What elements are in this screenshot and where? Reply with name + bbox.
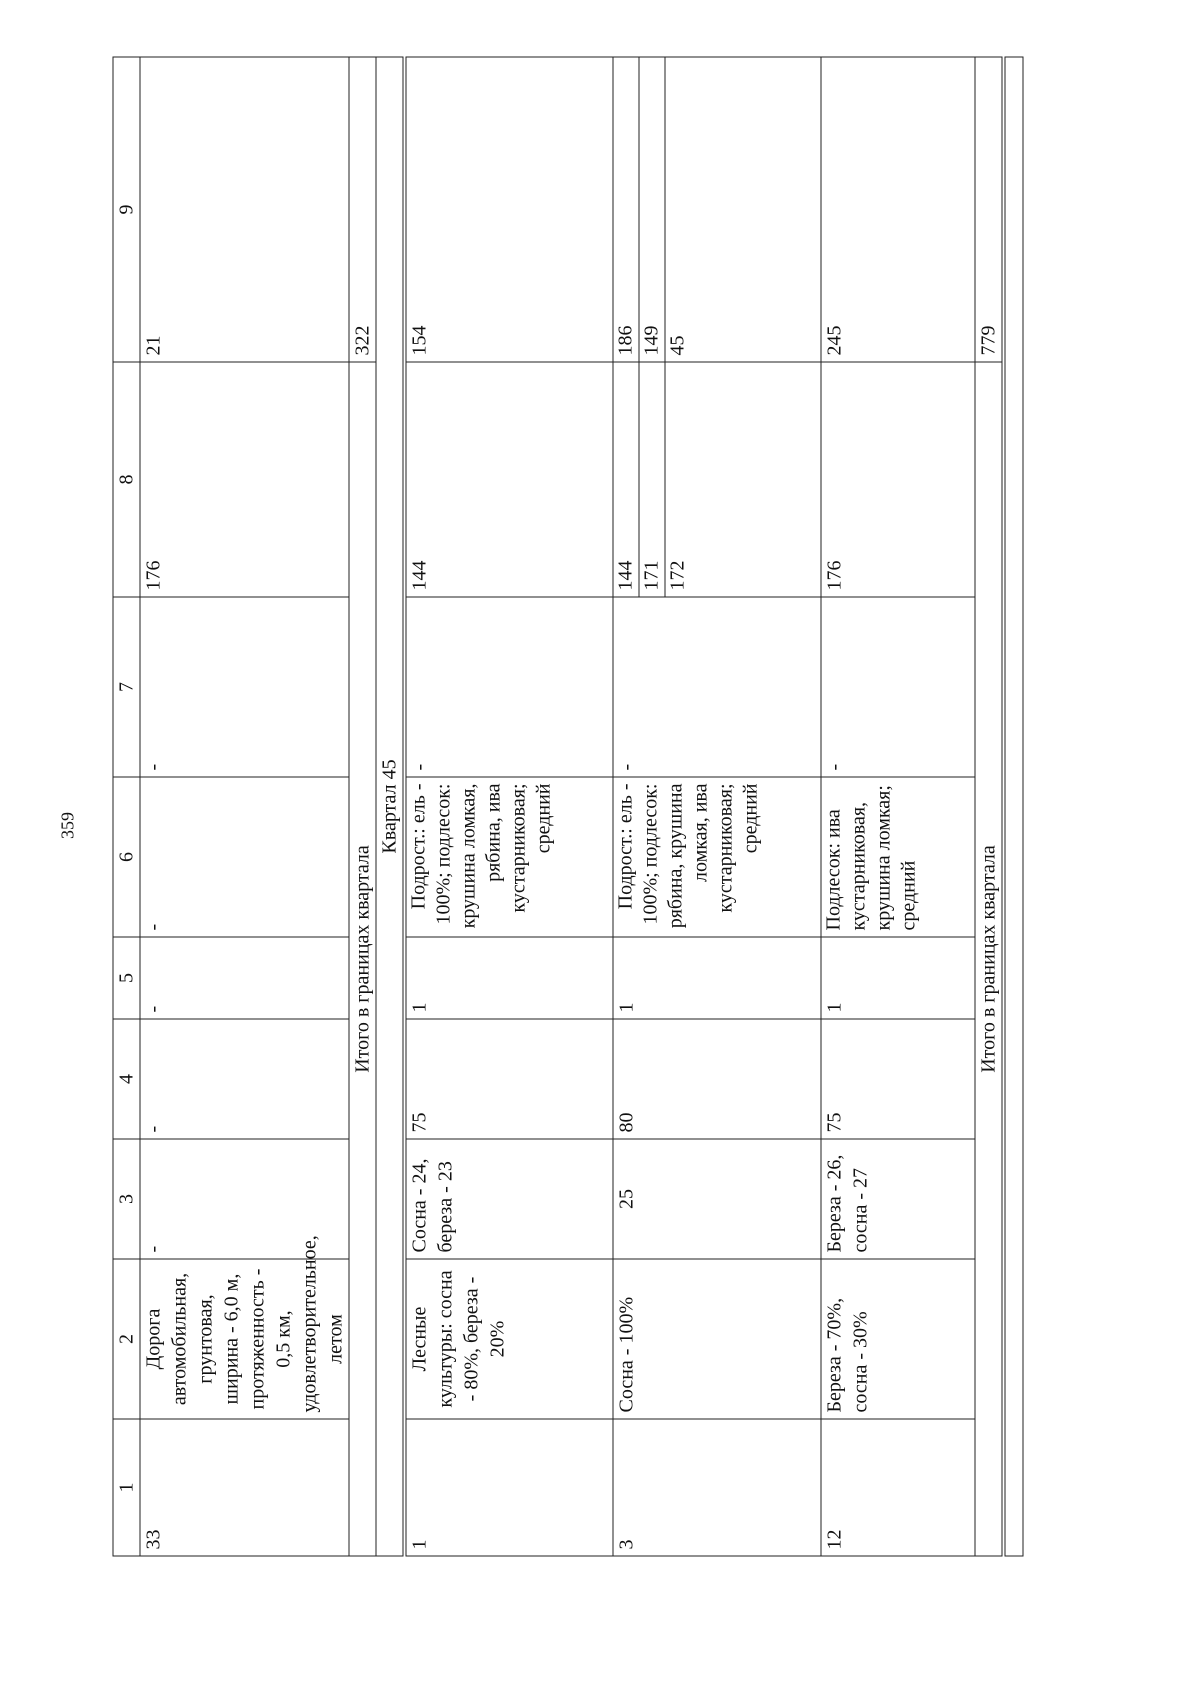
total-value: 779: [975, 57, 1004, 362]
sub-value: 144: [613, 363, 639, 597]
sub-value: 45: [666, 335, 688, 356]
description-cell: Лесные культуры: сосна - 80%, береза - 20%: [405, 1259, 613, 1419]
cell: 75: [405, 1019, 613, 1139]
cell: 144: [405, 362, 613, 597]
cell: 21: [140, 57, 349, 362]
cell: 25: [613, 1139, 821, 1259]
split-cell: [613, 57, 821, 362]
header-cell: 1: [113, 1419, 140, 1556]
cell: 176: [821, 362, 975, 597]
allotment-number: 33: [140, 1419, 349, 1556]
cell: 154: [405, 57, 613, 362]
table-row: [405, 57, 613, 1556]
header-cell: 7: [113, 597, 140, 777]
header-cell: 8: [113, 362, 140, 597]
cell: 176: [140, 362, 349, 597]
total-label: Итого в границах квартала: [349, 362, 376, 1556]
total-label: Итого в границах квартала: [975, 362, 1004, 1556]
total-row: [349, 57, 376, 1556]
cell: -: [821, 597, 975, 777]
allotment-number: 1: [405, 1419, 613, 1556]
quarter-row: [376, 57, 405, 1556]
page-number: 359: [57, 812, 78, 839]
undergrowth-cell: Подрост.: ель - 100%; подлесок: рябина, крушина ломкая, ива кустарниковая; средний: [613, 777, 821, 937]
blank-row: [1003, 57, 1023, 1556]
undergrowth-cell: Подрост.: ель - 100%; подлесок: крушина ломкая, рябина, ива кустарниковая; средний: [405, 777, 613, 937]
cell: 245: [821, 57, 975, 362]
allotment-number: 3: [613, 1419, 821, 1556]
undergrowth-cell: Подлесок: ива кустарниковая, крушина ломкая; средний: [821, 777, 975, 937]
cell: 75: [821, 1019, 975, 1139]
header-row: [113, 57, 140, 1556]
quarter-heading: Квартал 45: [376, 57, 405, 1556]
split-cell: [613, 362, 821, 597]
blank-cell: [1003, 57, 1023, 1556]
rotated-table-sheet: [113, 58, 1091, 1557]
sub-value: 171: [639, 363, 665, 597]
cell: 80: [613, 1019, 821, 1139]
cell: -: [140, 1139, 349, 1259]
total-value: 322: [349, 57, 376, 362]
allotment-number: 12: [821, 1419, 975, 1556]
description-cell: Дорога автомобильная, грунтовая, ширина - 6,0 м, протяженность - 0,5 км, удовлетворительное, летом: [140, 1259, 349, 1419]
header-cell: 2: [113, 1259, 140, 1419]
cell: 1: [821, 937, 975, 1019]
header-cell: 5: [113, 937, 140, 1019]
cell: -: [140, 777, 349, 937]
cell: Сосна - 24, береза - 23: [405, 1139, 613, 1259]
sub-value: 172: [666, 560, 688, 591]
table-row: [140, 57, 349, 1556]
sub-value: 186: [613, 58, 639, 362]
cell: 1: [405, 937, 613, 1019]
cell: -: [140, 597, 349, 777]
header-cell: 6: [113, 777, 140, 937]
cell: -: [140, 1019, 349, 1139]
cell: -: [613, 597, 821, 777]
header-cell: 3: [113, 1139, 140, 1259]
description-cell: Береза - 70%, сосна - 30%: [821, 1259, 975, 1419]
description-cell: Сосна - 100%: [613, 1259, 821, 1419]
sub-value: 149: [639, 58, 665, 362]
cell: 1: [613, 937, 821, 1019]
total-row: [975, 57, 1004, 1556]
cell: -: [140, 937, 349, 1019]
table-row: [613, 57, 821, 1556]
table-row: [821, 57, 975, 1556]
header-cell: 9: [113, 57, 140, 362]
cell: Береза - 26, сосна - 27: [821, 1139, 975, 1259]
cell: -: [405, 597, 613, 777]
header-cell: 4: [113, 1019, 140, 1139]
forest-inventory-table: [113, 57, 1024, 1557]
